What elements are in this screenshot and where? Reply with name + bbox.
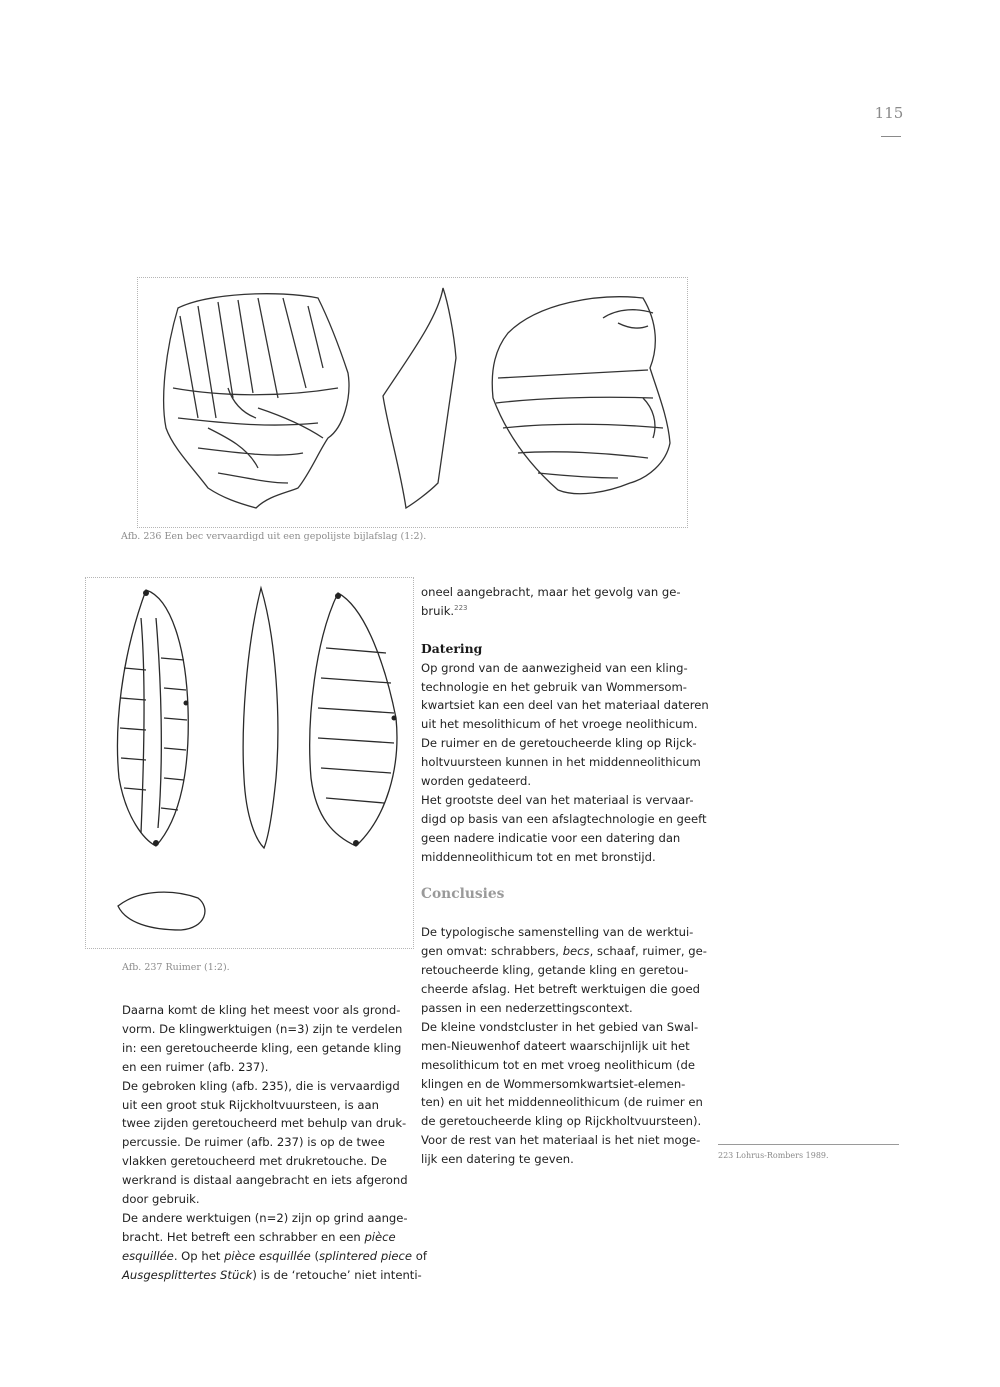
text-run: , schaaf, ruimer, ge- — [589, 944, 707, 959]
text-line: Daarna komt de kling het meest voor als grond- — [122, 1003, 401, 1017]
text-line: digd op basis van een afslagtechnologie en geeft — [421, 811, 707, 826]
text-line: twee zijden geretoucheerd met behulp van druk- — [122, 1116, 407, 1131]
text-line — [122, 1228, 412, 1247]
footnote-reference[interactable]: 223 — [454, 604, 468, 613]
text-line: uit het mesolithicum of het vroege neolithicum. — [421, 717, 698, 732]
text-line: cheerde afslag. Het betreft werktuigen die goed — [421, 981, 700, 996]
text-line: geen nadere indicatie voor een datering dan — [421, 830, 681, 845]
text-line: ten) en uit het middenneolithicum (de ruimer en — [421, 1095, 703, 1110]
text-line: kwartsiet kan een deel van het materiaal dateren — [421, 698, 709, 713]
right-text-column — [421, 583, 711, 1169]
text-line: passen in een nederzettingscontext. — [421, 1000, 633, 1015]
text-run: ) is de ‘retouche’ niet intenti- — [252, 1267, 422, 1282]
text-line: Het grootste deel van het materiaal is vervaar- — [421, 792, 694, 807]
text-line — [122, 1247, 427, 1266]
text-line: door gebruik. — [122, 1192, 200, 1207]
spacer — [421, 867, 711, 886]
text-line: Op grond van de aanwezigheid van een kling- — [421, 660, 688, 675]
footnote-rule — [718, 1144, 899, 1145]
italic-term: becs — [562, 944, 590, 959]
text-line: De typologische samenstelling van de werktui- — [421, 925, 694, 940]
text-line: vlakken geretoucheerd met drukretouche. De — [122, 1154, 387, 1169]
text-line: middenneolithicum tot en met bronstijd. — [421, 849, 656, 864]
footnote: 223 Lohrus-Rombers 1989. — [718, 1151, 829, 1160]
ruimer-drawing — [86, 578, 413, 948]
italic-term: esquillée — [122, 1248, 174, 1263]
heading-conclusies: Conclusies — [421, 886, 505, 903]
figure-236-caption: Afb. 236 Een bec vervaardigd uit een gepolijste bijlafslag (1:2). — [121, 531, 427, 542]
text-line: mesolithicum tot en met vroeg neolithicum (de — [421, 1057, 696, 1072]
text-line: werkrand is distaal aangebracht en iets afgerond — [122, 1173, 408, 1188]
text-line: holtvuursteen kunnen in het middenneolithicum — [421, 755, 701, 770]
text-line: Voor de rest van het materiaal is het niet moge- — [421, 1133, 701, 1148]
bec-drawing — [138, 278, 687, 527]
text-line: De andere werktuigen (n=2) zijn op grind aange- — [122, 1210, 408, 1225]
italic-term: Ausgesplittertes Stück — [122, 1267, 253, 1282]
figure-237 — [85, 577, 414, 949]
page-number-rule — [881, 136, 901, 137]
text-run: of — [412, 1248, 427, 1263]
text-line — [421, 942, 711, 961]
text-line: in: een geretoucheerde kling, een getande kling — [122, 1040, 402, 1055]
text-line: technologie en het gebruik van Wommersom- — [421, 679, 687, 694]
text-line: percussie. De ruimer (afb. 237) is op de twee — [122, 1135, 385, 1150]
text-run: bracht. Het betreft een schrabber en een — [122, 1229, 365, 1244]
text-run: ( — [310, 1248, 320, 1263]
figure-237-caption: Afb. 237 Ruimer (1:2). — [122, 962, 230, 973]
text-line: worden gedateerd. — [421, 774, 532, 789]
text-line: lijk een datering te geven. — [421, 1152, 574, 1167]
spacer — [421, 904, 711, 923]
italic-term: pièce esquillée — [224, 1248, 311, 1263]
figure-236 — [137, 277, 688, 528]
spacer — [421, 621, 711, 640]
page-number: 115 — [874, 104, 904, 122]
text-line: en een ruimer (afb. 237). — [122, 1059, 269, 1074]
text-line: uit een groot stuk Rijckholtvuursteen, is aan — [122, 1097, 379, 1112]
text-line: men-Nieuwenhof dateert waarschijnlijk uit het — [421, 1038, 690, 1053]
text-line: de geretoucheerde kling op Rijckholtvuursteen). — [421, 1114, 702, 1129]
text-line: oneel aangebracht, maar het gevolg van ge- — [421, 585, 681, 599]
text-run: bruik. — [421, 603, 455, 618]
text-line: retoucheerde kling, getande kling en geretou- — [421, 963, 689, 978]
text-line: vorm. De klingwerktuigen (n=3) zijn te verdelen — [122, 1021, 403, 1036]
italic-term: splintered piece — [319, 1248, 413, 1263]
text-run: gen omvat: schrabbers, — [421, 944, 563, 959]
text-line: De gebroken kling (afb. 235), die is vervaardigd — [122, 1078, 400, 1093]
text-run: . Op het — [173, 1248, 225, 1263]
text-line: klingen en de Wommersomkwartsiet-elemen- — [421, 1076, 686, 1091]
text-line: De kleine vondstcluster in het gebied van Swal- — [421, 1019, 699, 1034]
left-text-column — [122, 1001, 427, 1285]
text-line — [421, 602, 711, 621]
heading-datering: Datering — [421, 640, 483, 656]
text-line: De ruimer en de geretoucheerde kling op Rijck- — [421, 736, 697, 751]
italic-term: pièce — [364, 1229, 396, 1244]
text-line — [122, 1266, 422, 1285]
